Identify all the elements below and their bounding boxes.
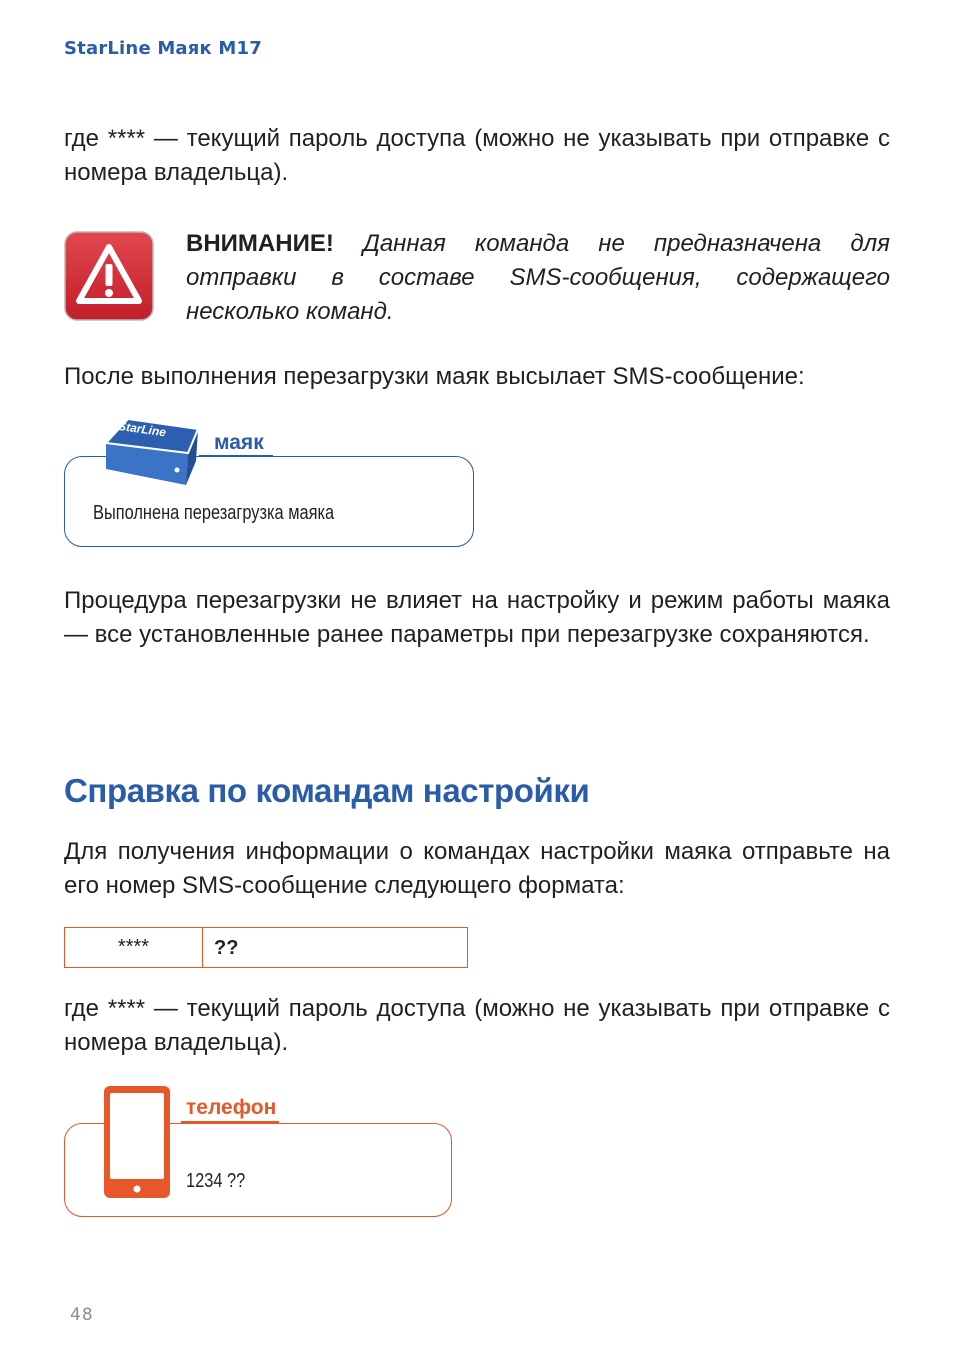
command-password-cell: **** [65, 928, 203, 967]
starline-logo: StarLine [117, 418, 167, 440]
beacon-sender-underline [199, 455, 273, 457]
beacon-message-text: Выполнена перезагрузка маяка [93, 502, 335, 524]
phone-sender-underline [181, 1121, 279, 1123]
warning-label: ВНИМАНИЕ! [186, 230, 334, 257]
section-intro: Для получения информации о командах настройки маяка отправьте на его номер SMS-сообщение следующего формата: [64, 838, 890, 899]
smartphone-icon [103, 1085, 171, 1199]
paragraph-reboot-effect: Процедура перезагрузки не влияет на настройку и режим работы маяка — все установленные ранее параметры при перезагрузке сохраняются. [64, 587, 890, 648]
paragraph-password-note: где **** — текущий пароль доступа (можно не указывать при отправке с номера владельца). [64, 125, 890, 186]
document-header: StarLine Маяк M17 [64, 38, 262, 59]
paragraph-reboot-sms: После выполнения перезагрузки маяк высылает SMS-сообщение: [64, 363, 805, 390]
section-title: Справка по командам настройки [64, 772, 590, 809]
command-format-table [64, 927, 468, 968]
phone-sender-label: телефон [186, 1096, 277, 1119]
warning-text: Данная команда не предназначена для отправки в составе SMS-сообщения, содержащего несколько команд. [186, 230, 890, 325]
phone-message-text: 1234 ?? [186, 1170, 246, 1192]
warning-triangle-icon [64, 231, 154, 321]
beacon-sender-label: маяк [214, 431, 264, 454]
warning-note [186, 227, 890, 329]
paragraph-password-note-2: где **** — текущий пароль доступа (можно не указывать при отправке с номера владельца). [64, 995, 890, 1056]
command-code-cell: ?? [214, 937, 239, 959]
page-number: 48 [70, 1305, 94, 1325]
